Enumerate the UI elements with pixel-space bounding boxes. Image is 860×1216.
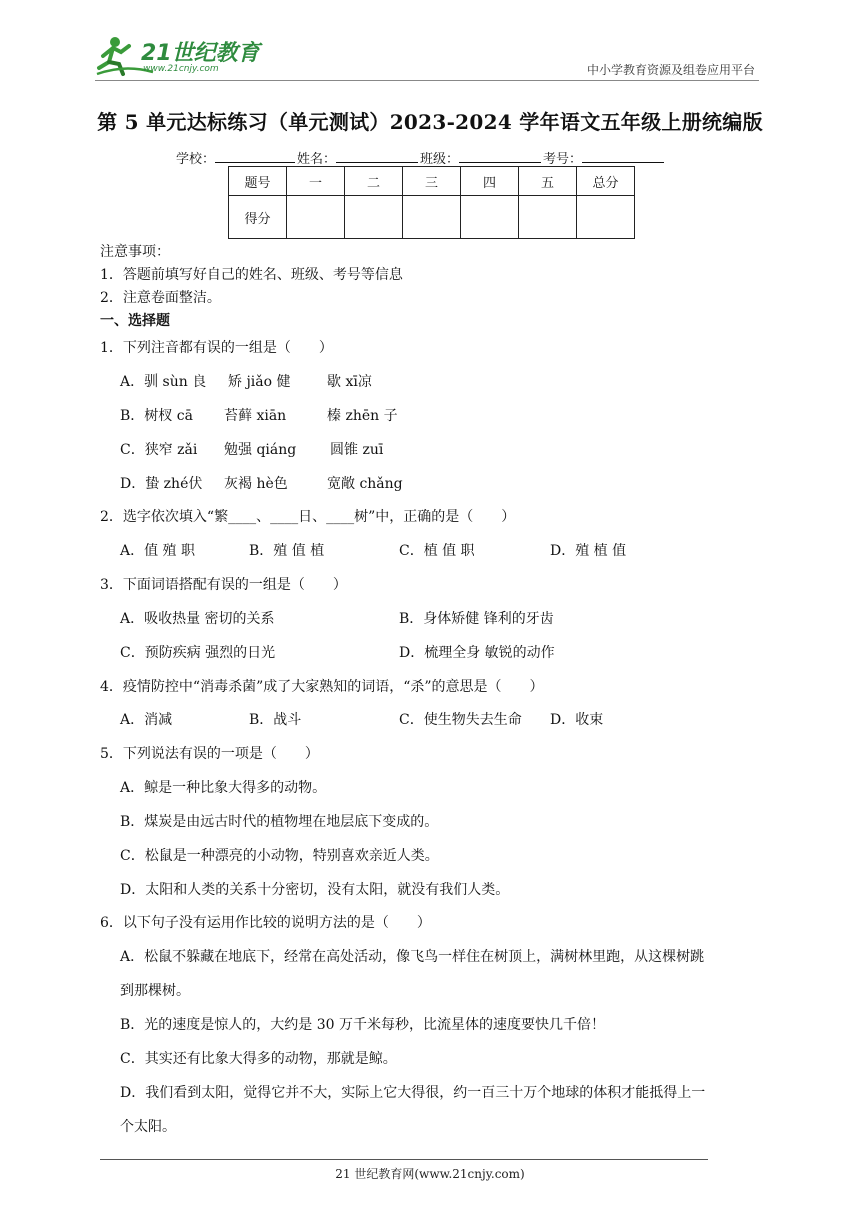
q2-option-d: D．殖 植 值 (550, 543, 627, 559)
score-cell[interactable] (461, 196, 519, 239)
score-table-header-row (229, 167, 635, 196)
q5-option-a: A．鲸是一种比象大得多的动物。 (120, 780, 327, 796)
footer-divider (100, 1159, 708, 1160)
q2-option-a: A．值 殖 职 (120, 543, 196, 559)
exam-no-blank[interactable] (582, 150, 664, 163)
school-label: 学校： (176, 152, 216, 167)
question-2-stem: 2．选字依次填入“繁____、____日、____树”中，正确的是（ ） (100, 509, 516, 525)
q3-option-d: D．梳理全身 敏锐的动作 (399, 645, 555, 661)
name-blank[interactable] (336, 150, 418, 163)
q6-option-d: D．我们看到太阳，觉得它并不大，实际上它大得很，约一百三十万个地球的体积才能抵得上一 (120, 1085, 706, 1101)
score-cell[interactable] (519, 196, 577, 239)
score-header-cell: 总分 (577, 167, 635, 196)
school-blank[interactable] (215, 150, 295, 163)
q6-option-b: B．光的速度是惊人的，大约是 30 万千米每秒，比流星体的速度要快几千倍！ (120, 1017, 606, 1033)
q1-c-1: C．狭窄 zǎi (120, 442, 198, 458)
score-table-score-row (229, 196, 635, 239)
score-row-label: 得分 (229, 196, 287, 239)
score-cell[interactable] (287, 196, 345, 239)
q1-c-2: 勉强 qiáng (224, 442, 297, 458)
section-heading: 一、选择题 (100, 313, 170, 329)
q3-option-c: C．预防疾病 强烈的日光 (120, 645, 276, 661)
class-blank[interactable] (459, 150, 541, 163)
q1-d-2: 灰褐 hè色 (224, 476, 288, 492)
score-cell[interactable] (403, 196, 461, 239)
q6-option-a: A．松鼠不躲藏在地底下，经常在高处活动，像飞鸟一样住在树顶上，满树林里跑，从这棵树跳 (120, 949, 705, 965)
q1-b-3: 榛 zhēn 子 (327, 408, 398, 424)
footer-text: 21 世纪教育网(www.21cnjy.com) (335, 1167, 525, 1181)
note-item: 2．注意卷面整洁。 (100, 290, 221, 306)
platform-name: 中小学教育资源及组卷应用平台 (586, 63, 755, 77)
q3-option-b: B．身体矫健 锋利的牙齿 (399, 611, 554, 627)
score-table (228, 166, 635, 239)
exam-no-label: 考号： (543, 152, 583, 167)
question-3-stem: 3．下面词语搭配有误的一组是（ ） (100, 577, 347, 593)
name-label: 姓名： (297, 152, 337, 167)
q3-option-a: A．吸收热量 密切的关系 (120, 611, 275, 627)
q1-b-1: B．树杈 cā (120, 408, 193, 424)
q1-d-1: D．蛰 zhé伏 (120, 476, 203, 492)
q4-option-a: A．消减 (120, 712, 173, 728)
student-info-line (176, 148, 666, 167)
q5-option-c: C．松鼠是一种漂亮的小动物，特别喜欢亲近人类。 (120, 848, 439, 864)
notes-title: 注意事项： (100, 244, 170, 260)
question-6-stem: 6．以下句子没有运用作比较的说明方法的是（ ） (100, 915, 431, 931)
q1-d-3: 宽敞 chǎng (327, 476, 403, 492)
q6-option-a-cont: 到那棵树。 (120, 983, 190, 999)
q2-option-c: C．植 值 职 (399, 543, 475, 559)
q1-c-3: 圆锥 zuī (330, 442, 384, 458)
score-header-cell: 四 (461, 167, 519, 196)
score-cell[interactable] (577, 196, 635, 239)
q5-option-b: B．煤炭是由远古时代的植物埋在地层底下变成的。 (120, 814, 439, 830)
q5-option-d: D．太阳和人类的关系十分密切，没有太阳，就没有我们人类。 (120, 882, 510, 898)
q1-a-1: A．驯 sùn 良 (120, 374, 207, 390)
q1-a-3: 歇 xī凉 (327, 374, 372, 390)
q6-option-d-cont: 个太阳。 (120, 1119, 176, 1135)
question-4-stem: 4．疫情防控中“消毒杀菌”成了大家熟知的词语，“杀”的意思是（ ） (100, 679, 544, 695)
question-5-stem: 5．下列说法有误的一项是（ ） (100, 746, 319, 762)
q4-option-c: C．使生物失去生命 (399, 712, 522, 728)
q1-b-2: 苔藓 xiān (224, 408, 287, 424)
q4-option-b: B．战斗 (249, 712, 302, 728)
class-label: 班级： (420, 152, 460, 167)
score-cell[interactable] (345, 196, 403, 239)
logo-url: www.21cnjy.com (143, 64, 219, 74)
page-title: 第 5 单元达标练习（单元测试）2023-2024 学年语文五年级上册统编版 (97, 110, 763, 134)
header-divider (95, 80, 759, 81)
site-logo (95, 34, 265, 80)
score-header-cell: 二 (345, 167, 403, 196)
score-header-cell: 五 (519, 167, 577, 196)
q1-a-2: 矫 jiǎo 健 (228, 374, 291, 390)
score-header-cell: 三 (403, 167, 461, 196)
q6-option-c: C．其实还有比象大得多的动物，那就是鲸。 (120, 1051, 397, 1067)
note-item: 1．答题前填写好自己的姓名、班级、考号等信息 (100, 267, 403, 283)
question-1-stem: 1．下列注音都有误的一组是（ ） (100, 340, 333, 356)
q2-option-b: B．殖 值 植 (249, 543, 325, 559)
score-header-cell: 题号 (229, 167, 287, 196)
q4-option-d: D．收束 (550, 712, 604, 728)
logo-text: 21世纪教育 (141, 41, 260, 66)
score-header-cell: 一 (287, 167, 345, 196)
